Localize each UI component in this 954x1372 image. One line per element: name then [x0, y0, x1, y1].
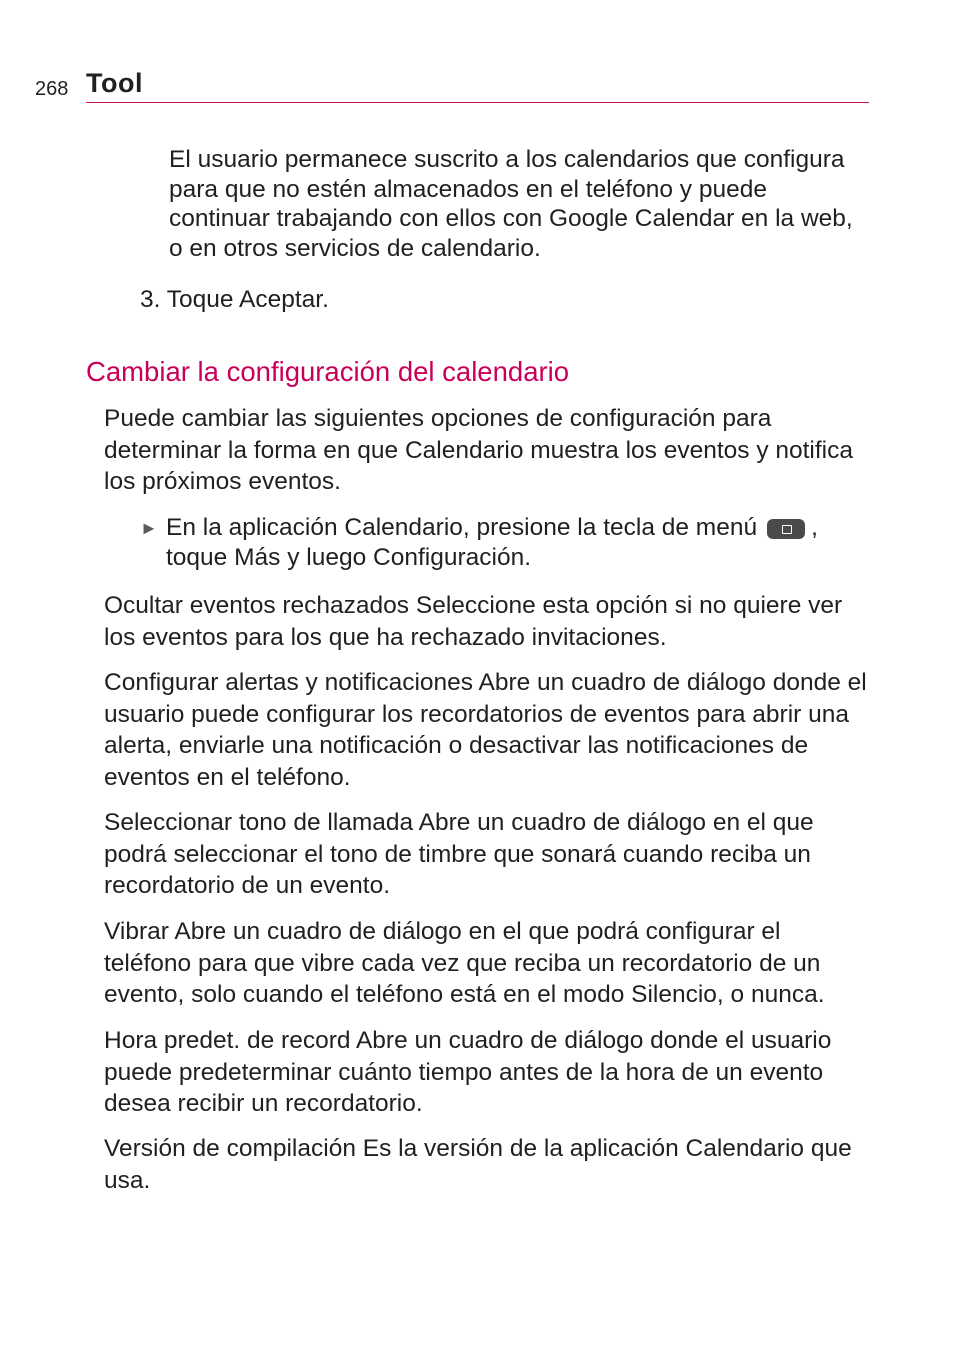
option-desc: Seleccione esta opción si no quiere ver los eventos para los que ha rechazado invitaciones. [104, 592, 843, 651]
option-default-reminder [104, 1025, 872, 1120]
step-3 [140, 284, 840, 316]
option-term: Hora predet. de record [104, 1027, 351, 1054]
section-title: Tool [86, 68, 143, 98]
option-term: Configurar alertas y notificaciones [104, 669, 474, 696]
menu-key-label: tecla de menú [603, 514, 758, 541]
option-desc: Abre un cuadro de diálogo donde el usuario puede predeterminar cuánto tiempo antes de la hora de un evento desea recibir un recordatorio. [104, 1027, 832, 1117]
settings-label: Configuración [373, 544, 525, 571]
menu-key-icon [767, 519, 805, 539]
bullet-text-3: y luego [280, 544, 374, 571]
bullet-text-1: En la aplicación Calendario, presione la [166, 514, 604, 541]
option-term: Vibrar [104, 918, 169, 945]
bullet-text-4: . [524, 544, 532, 571]
page-number: 268 [35, 78, 69, 100]
option-hide-declined [104, 590, 872, 653]
more-label: Más [234, 544, 281, 571]
bullet-text-2: , toque [166, 514, 818, 571]
step-3-prefix: 3. Toque [140, 286, 240, 313]
option-build-version [104, 1133, 872, 1196]
option-term: Ocultar eventos rechazados [104, 592, 410, 619]
option-term: Versión de compilación [104, 1135, 356, 1162]
option-desc: Abre un cuadro de diálogo en el que podrá seleccionar el tono de timbre que sonará cuando reciba un recordatorio de un evento. [104, 809, 814, 899]
option-desc: Abre un cuadro de diálogo donde el usuario puede configurar los recordatorios de eventos para abrir una alerta, enviarle una notificación o desactivar las notificaciones de eventos en el teléfono. [104, 669, 867, 791]
bullet-arrow-icon: ► [140, 518, 158, 538]
description-paragraph: Puede cambiar las siguientes opciones de configuración para determinar la forma en que Calendario muestra los eventos y notifica los próximos eventos. [104, 405, 853, 495]
option-desc: Es la versión de la aplicación Calendario que usa. [104, 1135, 852, 1194]
option-desc: Abre un cuadro de diálogo en el que podrá configurar el teléfono para que vibre cada vez que reciba un recordatorio de un evento, solo cuando el teléfono está en el modo Silencio, o nunca. [104, 918, 825, 1008]
option-term: Seleccionar tono de llamada [104, 809, 414, 836]
step-3-suffix: . [322, 286, 329, 313]
header-divider [86, 102, 869, 103]
step-3-action: Aceptar [239, 286, 323, 313]
subsection-heading: Cambiar la configuración del calendario [86, 356, 570, 387]
bullet-text [166, 513, 870, 573]
option-vibrate [104, 916, 872, 1011]
intro-paragraph: El usuario permanece suscrito a los calendarios que configura para que no estén almacenados en el teléfono y puede continuar trabajando con ellos con Google Calendar en la web, o en otros servicios de calendario. [169, 146, 853, 262]
page-header [0, 0, 954, 110]
option-ringtone [104, 807, 872, 902]
option-alerts-notifications [104, 667, 872, 793]
